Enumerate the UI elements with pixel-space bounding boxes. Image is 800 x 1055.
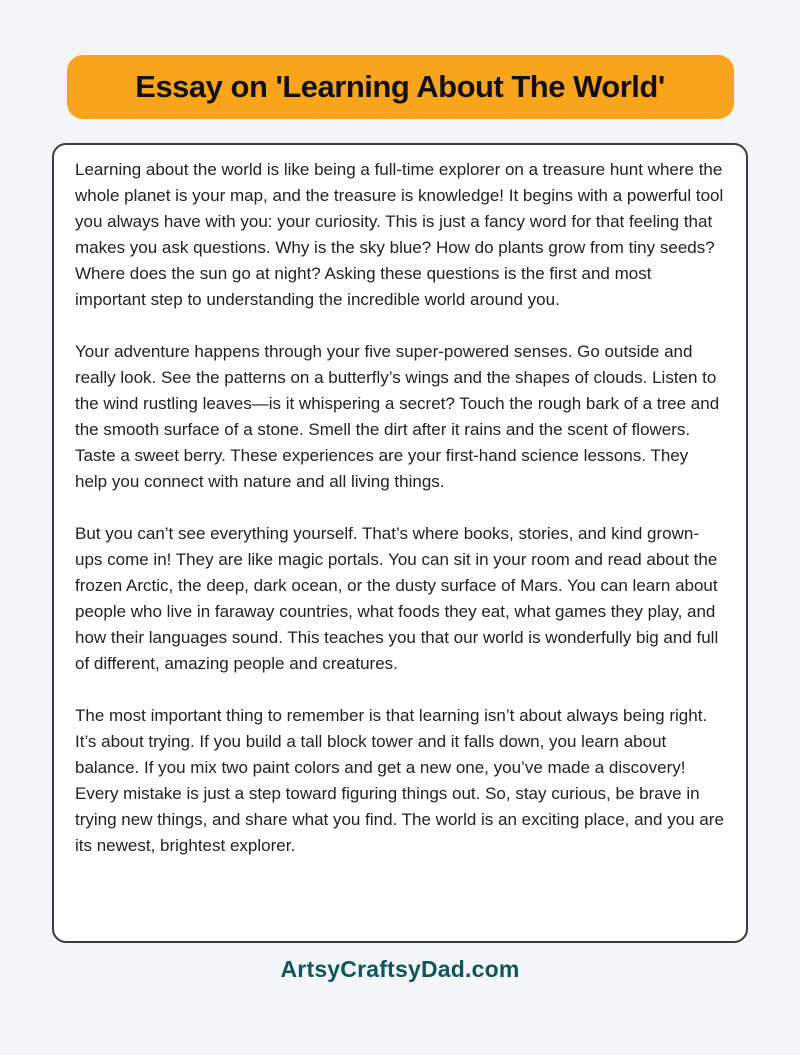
essay-paragraph-2: Your adventure happens through your five super-powered senses. Go outside and really look. See the patterns on a butterfly’s wings and the shapes of clouds. Listen to the wind rustling leaves—is it whispering a secret? Touch the rough bark of a tree and the smooth surface of a stone. Smell the dirt after it rains and the scent of flowers. Taste a sweet berry. These experiences are your first-hand science lessons. They help you connect with nature and all living things. <box>75 342 720 491</box>
title-banner <box>67 55 734 119</box>
essay-card <box>52 143 748 943</box>
page <box>0 55 800 1055</box>
essay-paragraph-4: The most important thing to remember is that learning isn’t about always being right. It’s about trying. If you build a tall block tower and it falls down, you learn about balance. If you mix two paint colors and get a new one, you’ve made a discovery! Every mistake is just a step toward figuring things out. So, stay curious, be brave in trying new things, and share what you find. The world is an exciting place, and you are its newest, brightest explorer. <box>75 706 724 855</box>
site-footer <box>0 956 800 983</box>
essay-paragraph-1: Learning about the world is like being a full-time explorer on a treasure hunt where the whole planet is your map, and the treasure is knowledge! It begins with a powerful tool you always have with you: your curiosity. This is just a fancy word for that feeling that makes you ask questions. Why is the sky blue? How do plants grow from tiny seeds? Where does the sun go at night? Asking these questions is the first and most important step to understanding the incredible world around you. <box>75 160 724 309</box>
essay-paragraph-3: But you can’t see everything yourself. That’s where books, stories, and kind grown-ups come in! They are like magic portals. You can sit in your room and read about the frozen Arctic, the deep, dark ocean, or the dusty surface of Mars. You can learn about people who live in faraway countries, what foods they eat, what games they play, and how their languages sound. This teaches you that our world is wonderfully big and full of different, amazing people and creatures. <box>75 524 719 673</box>
page-title: Essay on 'Learning About The World' <box>135 69 665 104</box>
site-name: ArtsyCraftsyDad.com <box>280 956 520 982</box>
